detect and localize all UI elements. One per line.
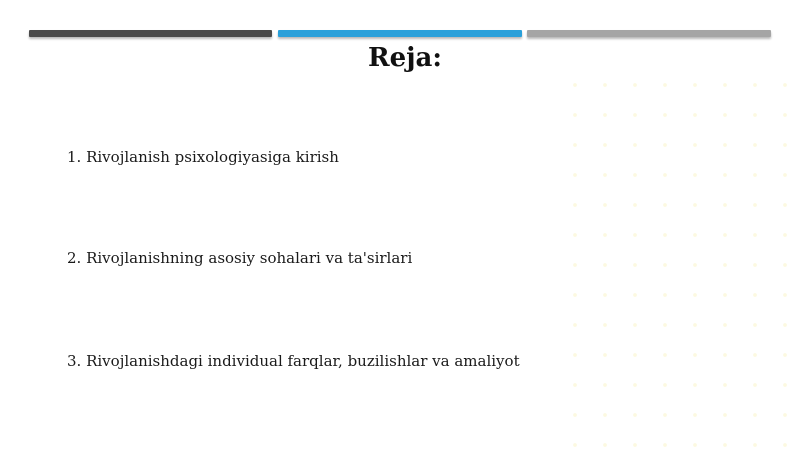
plan-item-number: 3. bbox=[67, 352, 82, 370]
plan-item-text: Rivojlanish psixologiyasiga kirish bbox=[86, 148, 339, 166]
header-bar-dark bbox=[29, 30, 272, 37]
plan-item bbox=[67, 248, 412, 268]
dot-pattern-decoration bbox=[560, 70, 800, 449]
header-bar-blue bbox=[278, 30, 522, 37]
plan-item bbox=[67, 147, 339, 167]
plan-item bbox=[67, 351, 520, 371]
header-bar-gray bbox=[527, 30, 771, 37]
slide-title: Reja: bbox=[367, 43, 442, 73]
plan-item-number: 1. bbox=[67, 148, 82, 166]
plan-item-text: Rivojlanishdagi individual farqlar, buzilishlar va amaliyot bbox=[86, 352, 520, 370]
plan-item-text: Rivojlanishning asosiy sohalari va ta'sirlari bbox=[86, 249, 413, 267]
plan-item-number: 2. bbox=[67, 249, 82, 267]
